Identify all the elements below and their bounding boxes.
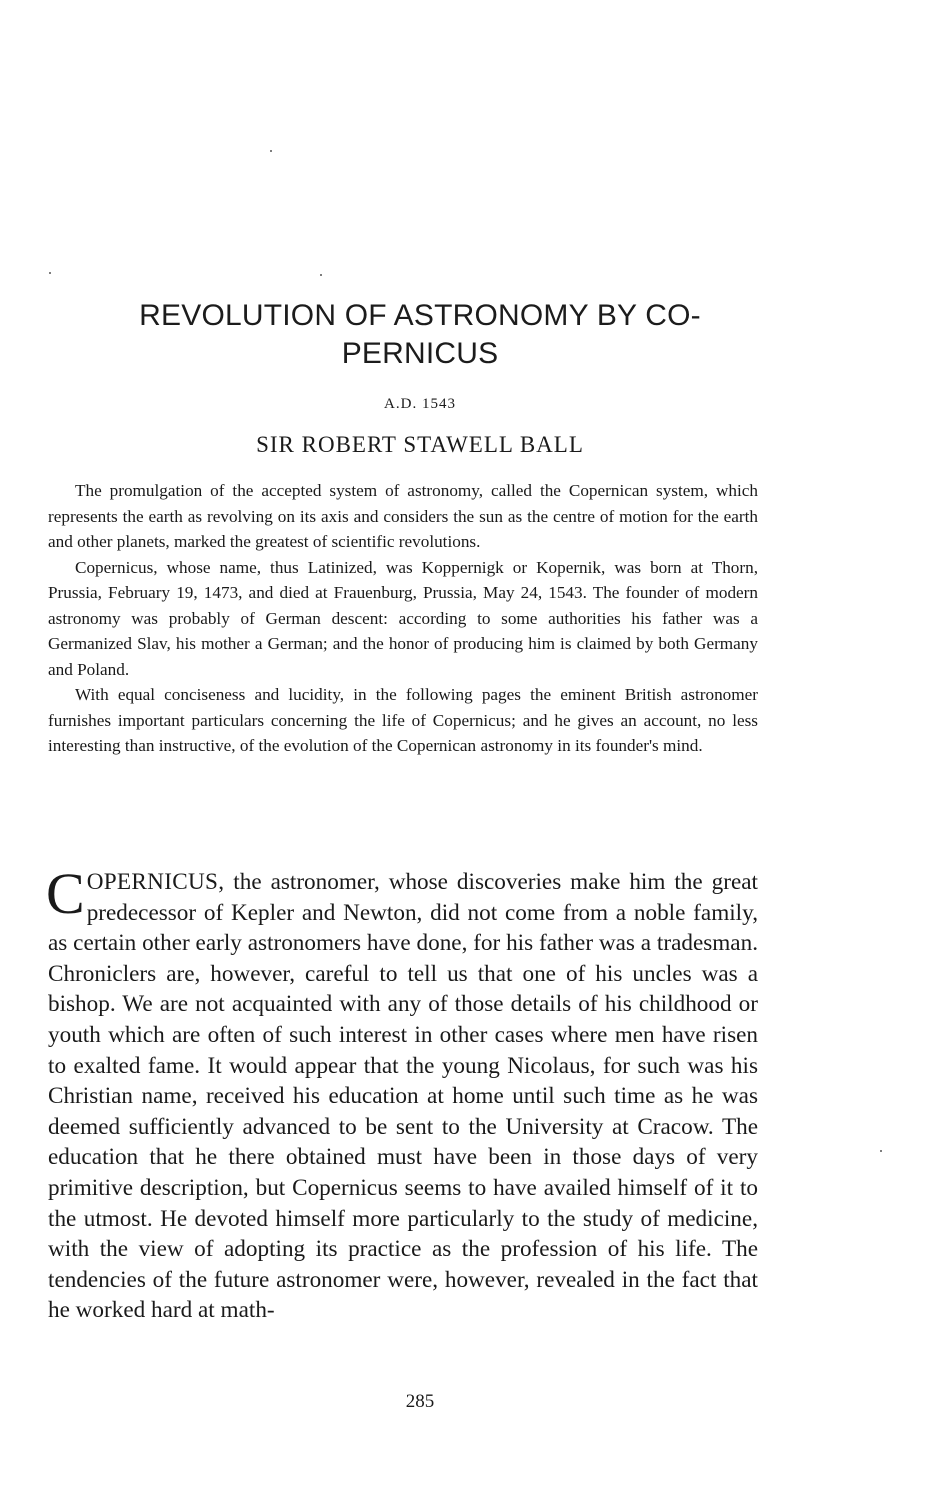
introduction <box>48 478 758 759</box>
chapter-title-line-1: REVOLUTION OF ASTRONOMY BY CO- <box>139 299 701 332</box>
intro-paragraph: The promulgation of the accepted system of astronomy, called the Copernican system, which represents the earth as revolving on its axis and considers the sun as the centre of motion for the earth and other planets, marked the greatest of scientific revolutions. <box>48 481 758 551</box>
main-text <box>46 861 758 1326</box>
drop-cap: C <box>46 861 85 926</box>
intro-paragraph: Copernicus, whose name, thus Latinized, was Koppernigk or Kopernik, was born at Thorn, Prussia, February 19, 1473, and died at Frauenburg, Prussia, May 24, 1543. The founder of modern astronomy was probably of German descent: according to some authorities his father was a Germanized Slav, his mother a German; and the honor of producing him is claimed by both Germany and Poland. <box>48 557 758 679</box>
chapter-title-line-2: PERNICUS <box>341 337 499 370</box>
intro-paragraph: With equal conciseness and lucidity, in the following pages the eminent British astronomer furnishes important particulars concerning the life of Copernicus; and he gives an account, no less interesting than instructive, of the evolution of the Copernican astronomy in its founder's mind. <box>48 685 758 755</box>
body-paragraph-text: the astronomer, whose discoveries make him the great predecessor of Kepler and Newton, did not come from a noble family, as certain other early astronomers have done, for his father was a tradesman. Chroniclers are, however, careful to tell us that one of his uncles was a bishop. We are not acquainted with any of those details of his childhood or youth which are often of such interest in other cases where men have risen to exalted fame. It would appear that the young Nicolaus, for such was his Christian name, received his education at home until such time as he was deemed sufficiently advanced to be sent to the University at Cracow. The education that he there obtained must have been in those days of very primitive description, but Copernicus seems to have availed himself of it to the utmost. He devoted himself more particularly to the study of medicine, with the view of adopting its practice as the profession of his life. The tendencies of the future astronomer were, however, revealed in the fact that he worked hard at math- <box>48 869 758 1324</box>
page-number: 285 <box>405 1391 435 1412</box>
chapter-author: SIR ROBERT STAWELL BALL <box>256 432 584 457</box>
chapter-date: A.D. 1543 <box>384 396 456 412</box>
body-lead-word: OPERNICUS, <box>86 869 225 895</box>
paper-speck <box>49 272 51 274</box>
paper-speck <box>880 1150 882 1152</box>
paper-speck <box>270 150 272 152</box>
body-paragraph <box>46 861 758 1326</box>
paper-speck <box>320 274 322 276</box>
